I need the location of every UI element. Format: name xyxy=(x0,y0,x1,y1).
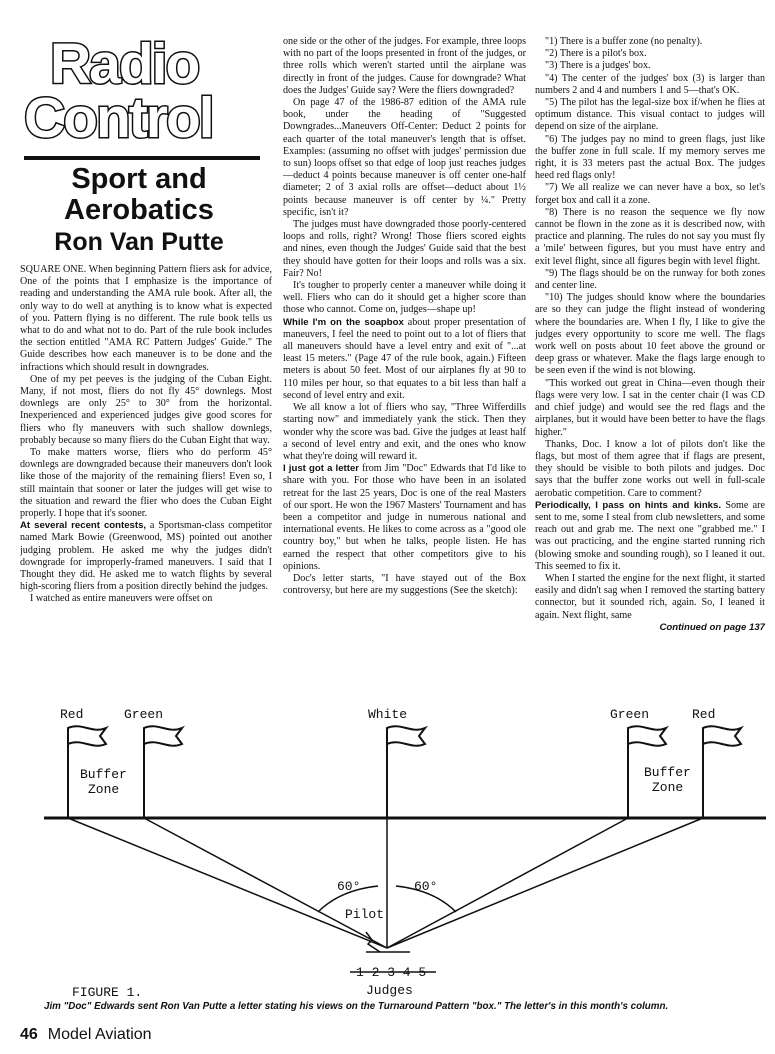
list-item: "9) The flags should be on the runway for both zones and center line. xyxy=(535,267,765,292)
paragraph: I watched as entire maneuvers were offset on xyxy=(30,593,213,605)
magazine-name: Model Aviation xyxy=(47,1026,152,1043)
list-item: "1) There is a buffer zone (no penalty). xyxy=(545,36,703,47)
list-item: "3) There is a judges' box. xyxy=(545,60,651,72)
paragraph: one side or the other of the judges. For example, three loops with no part of the loops presented in front of the judges, or three rolls which weren't started until the airplane was directly in front of the judges. Cause for downgrade? What does the Judges' Guide say? Were the fliers downgraded? xyxy=(283,36,526,96)
buffer-zone-left-line-1: Buffer xyxy=(80,767,127,782)
lead-in: I just got a letter xyxy=(283,463,360,475)
text-column-2 xyxy=(283,36,526,700)
flag-label-green-right: Green xyxy=(610,707,650,722)
paragraph: When I started the engine for the next flight, it started easily and didn't sag when I removed the starting battery connector, but it sounded rich, again. So, I leaned it again. Next flight, same xyxy=(535,572,765,621)
figure-caption: Jim "Doc" Edwards sent Ron Van Putte a letter stating his views on the Turnaround Pattern "box." The letter's in this month's column. xyxy=(44,1001,669,1012)
judges-label: Judges xyxy=(366,983,413,998)
figure-1-diagram xyxy=(0,700,775,1000)
list-item: "7) We all realize we can never have a box, so let's forget box and call it a zone. xyxy=(535,182,765,206)
paragraph: The judges must have downgraded those poorly-centered loops and rolls, right? Wrong! Those fliers scored eights and nines, even though the Judges' Guide said that the best they should have gotten for their loops and rolls was a six. Fair? No! xyxy=(283,219,526,279)
continued-note: Continued on page 137 xyxy=(659,621,765,633)
title-rule xyxy=(24,156,260,160)
flag-label-white: White xyxy=(368,707,408,722)
list-item: "10) The judges should know where the boundaries are so they can judge the flight instead of wondering where the boundaries are. When I fly, I like to give the judges every opportunity to score me well. The flags work well on posts about 10 feet above the ground or deep grass or whatever. Make the flags large enough to be seen even if the wind is not blowing. xyxy=(535,292,765,377)
paragraph: We all know a lot of fliers who say, "Three Wifferdills starting now" and immediately yank the stick. Then they wonder why the score was bad. Give the judges at least half a second of level entry and exit, and the ones who know what they're doing will reward it. xyxy=(283,402,526,462)
paragraph: Doc's letter starts, "I have stayed out of the Box controversy, but here are my suggestions (See the sketch): xyxy=(283,572,526,597)
author-byline: Ron Van Putte xyxy=(54,228,224,256)
white-flag-icon xyxy=(387,726,425,745)
paragraph xyxy=(283,317,526,402)
list-item: "2) There is a pilot's box. xyxy=(545,48,647,60)
list-item: "8) There is no reason the sequence we fly now cannot be flown in the zone as it is described now, with practice and planning. The rules do not say you must fly a 'mile' between figures, but you must have entry and exit level flight, since all figures begin with level flight. xyxy=(535,206,765,267)
angle-label-right: 60° xyxy=(414,879,438,894)
green-flag-icon xyxy=(628,726,666,745)
red-flag-icon xyxy=(703,726,741,745)
angle-label-left: 60° xyxy=(337,879,361,894)
lead-in: While I'm on the soapbox xyxy=(283,316,404,328)
buffer-zone-right-line-2: Zone xyxy=(652,780,684,795)
green-flag-icon xyxy=(144,726,182,745)
buffer-zone-left-line-2: Zone xyxy=(88,782,120,797)
paragraph xyxy=(283,463,526,573)
paragraph: SQUARE ONE. When beginning Pattern fliers ask for advice, One of the points that I emphasize is the importance of reading and understanding the AMA rule book. After all, the only way to do well at anything is to know what is expected of you. Pattern flying is no different. The rule book tells us what to do and what not to do. Part of the rule book includes the section entitled "AMA RC Pattern Judges' Guide." The Guide describes how each maneuver is to be done and the infractions which should result in downgrades. xyxy=(20,264,272,373)
list-item: "5) The pilot has the legal-size box if/when he flies at optimum distance. This visual contact to judges will depend on size of the airplane. xyxy=(535,97,765,133)
paragraph-body: from Jim "Doc" Edwards that I'd like to share with you. For those who have been in an isolated retreat for the last 25 years, Doc is one of the real Masters of our sport. He won the 1967 Masters' Tournament and has been a competitor and judge in numerous national and international events. He likes to come across as a "good ole country boy," but when he talks, people listen. He has earned the respect that other competitors give to his opinions. xyxy=(283,463,526,572)
figure-label: FIGURE 1. xyxy=(72,985,143,1000)
paragraph: It's tougher to properly center a maneuver while doing it well. Fliers who can do it should get a higher score than those who cannot. Come on, judges—shape up! xyxy=(283,280,526,316)
subtitle-line-1: Sport and xyxy=(71,163,207,195)
paragraph: One of my pet peeves is the judging of the Cuban Eight. Many, if not most, fliers do not fly 45° downlegs. Most downlegs are only 25° to 30° from the horizontal. Inexperienced and experienced judges give good scores for fliers who fly maneuvers with such shallow downlegs, probably because so many fliers do the Cuban Eight that way. xyxy=(20,373,272,446)
page-number: 46 xyxy=(20,1026,38,1043)
list-item: "6) The judges pay no mind to green flags, just like the buffer zone in full scale. If my memory serves me right, it is 33 meters past the actual Box. The judges heed red flags only! xyxy=(535,133,765,182)
paragraph-body: Some are sent to me, some I steal from club newsletters, and some reach out and grab me. The next one "grabbed me." I was out practicing, and the engine started running rich (blowing smoke and sounding rough), so I leaned it out. This seemed to fix it. xyxy=(535,499,765,572)
list-item: "4) The center of the judges' box (3) is larger than numbers 2 and 4 and numbers 1 and 5—that's OK. xyxy=(535,72,765,96)
flag-label-red-right: Red xyxy=(692,707,716,722)
page-footer xyxy=(20,1025,152,1045)
paragraph: Thanks, Doc. I know a lot of pilots don't like the flags, but most of them agree that if flags are present, they should be visible to both pilots and judges. Doc says that the buffer zone works out well in full-scale aerobatic competition. Care to comment? xyxy=(535,438,765,499)
lead-in: Periodically, I pass on hints and kinks. xyxy=(535,499,722,511)
text-column-1 xyxy=(20,264,272,700)
paragraph-body: a Sportsman-class competitor named Mark Bowie (Greenwood, MS) pointed out another judging problem. He asked me why the judges didn't downgrade for improperly-framed maneuvers. I said that I Thought they did. He asked me to watch flights by several high-scoring fliers from a position directly behind the judges. xyxy=(20,520,272,593)
title-line-2: Control xyxy=(24,86,213,150)
paragraph: "This worked out great in China—even though their flags were very low. I sat in the center chair (I was CD and chief judge) and would see the red flags and the airplanes, but it would have been better to have the flags higher." xyxy=(535,377,765,438)
column-header xyxy=(20,34,258,258)
flag-label-red-left: Red xyxy=(60,707,84,722)
lead-in: At several recent contests, xyxy=(20,520,147,532)
red-flag-icon xyxy=(68,726,106,745)
paragraph xyxy=(535,500,765,573)
judges-numbers: 1 2 3 4 5 xyxy=(356,965,427,980)
paragraph-body: about proper presentation of maneuvers, I feel the need to point out to a lot of fliers that all maneuvers should have a level entry and exit of "...at least 15 meters." (Page 47 of the rule book, again.) Fifteen meters is about 50 feet. Most of our airplanes fly at 90 to 110 miles per hour, so that equates to a bit less than half a second of level entry and exit. xyxy=(283,316,526,401)
text-column-3 xyxy=(535,36,765,700)
flag-label-green-left: Green xyxy=(124,707,164,722)
subtitle-line-2: Aerobatics xyxy=(64,194,214,226)
pilot-label: Pilot xyxy=(345,907,385,922)
paragraph: To make matters worse, fliers who do perform 45° downlegs are downgraded because their maneuvers don't look like those of the majority of the remaining fliers! Even so, I still maintain that sooner or later the judges will get wise to the situation and reward the flier who does the Cuban Eight properly. I hope that it's sooner. xyxy=(20,447,272,520)
buffer-zone-right-line-1: Buffer xyxy=(644,765,691,780)
title-line-1: Radio xyxy=(50,32,199,96)
paragraph: On page 47 of the 1986-87 edition of the AMA rule book, under the heading of "Suggested Downgrades...Maneuvers Off-Center: Deduct 2 points for each quarter of the total maneuver's length that is offset. Examples: (assuming no offset with judges' permission due to sun) loops offset so that edge of loop just reaches judges—deduct 4 points because maneuver is off center one-half diameter; 2 of 3 axial rolls are offset—deduct about 1½ points because maneuver is off center by ¼." Pretty specific, isn't it? xyxy=(283,97,526,218)
paragraph xyxy=(20,520,272,593)
